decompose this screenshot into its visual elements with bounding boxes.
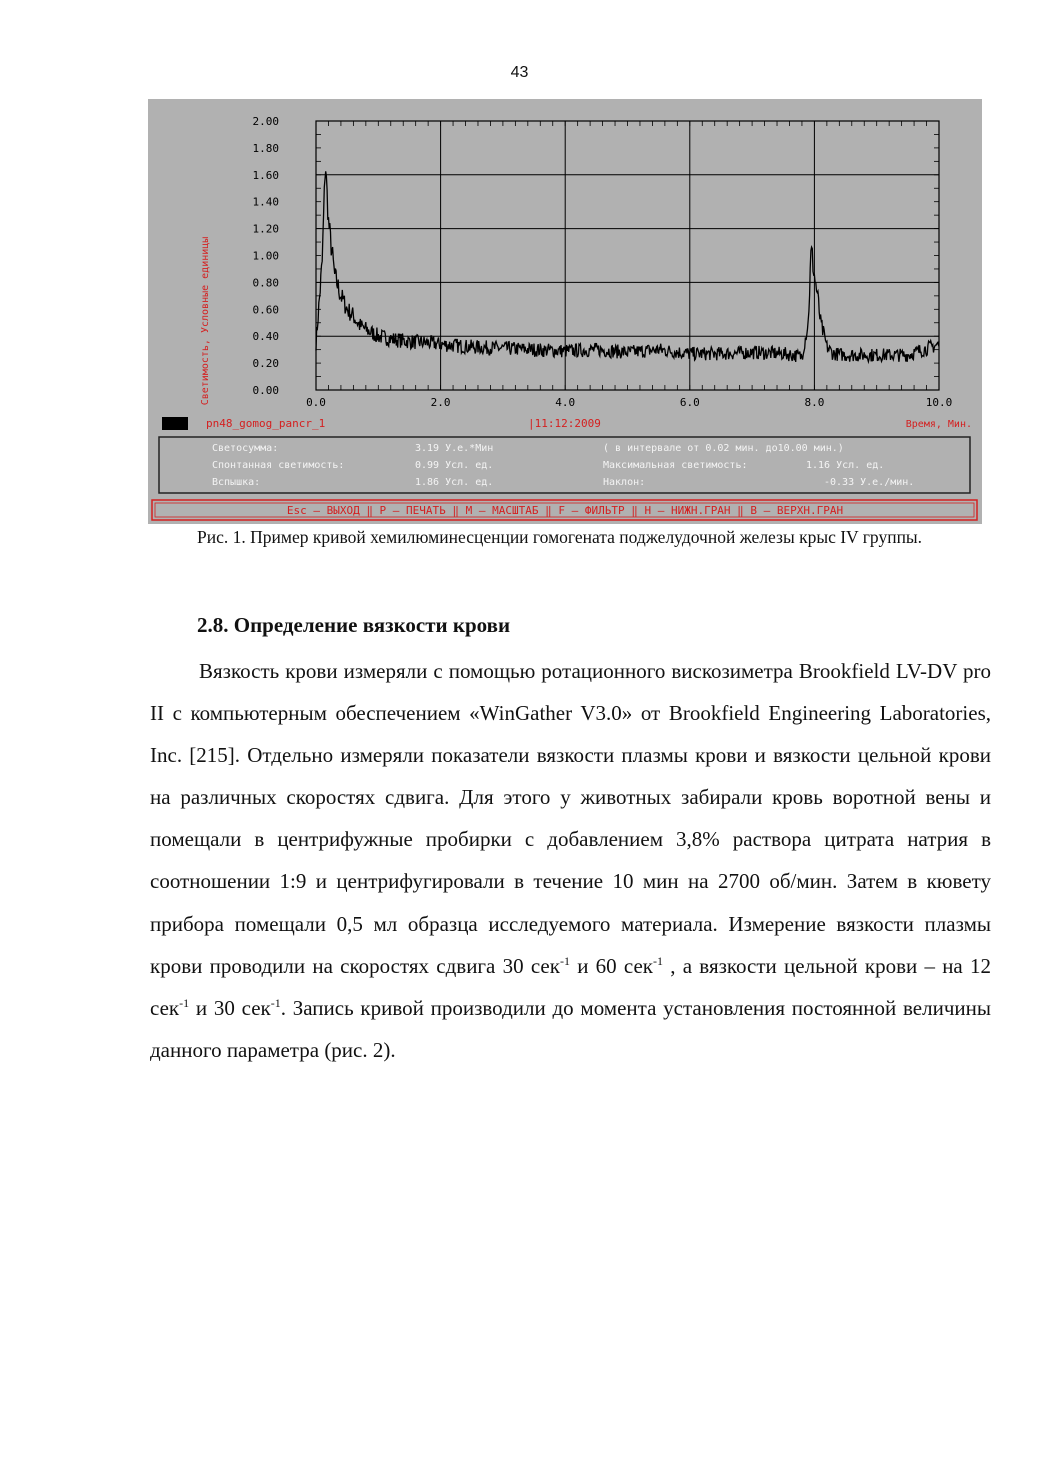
info-spontaneous-value: 0.99 Усл. ед.: [415, 460, 494, 471]
x-tick-label: 0.0: [306, 396, 326, 409]
info-spontaneous-label: Спонтанная светимость:: [212, 460, 345, 471]
info-light-sum-label: Светосумма:: [212, 443, 279, 454]
body-paragraph: [150, 650, 991, 1071]
body-text-2: и 60 сек: [569, 953, 654, 978]
page-number: 43: [510, 64, 529, 81]
y-tick-label: 0.60: [252, 303, 279, 317]
menu-bar-text: Esc – ВЫХОД ‖ P – ПЕЧАТЬ ‖ M – МАСШТАБ ‖ F – ФИЛЬТР ‖ H – НИЖН.ГРАН ‖ B – ВЕРХН.ГРАН: [286, 504, 844, 517]
legend-swatch: [162, 417, 188, 430]
y-tick-label: 0.00: [252, 384, 279, 397]
info-interval-label: ( в интервале от 0.02 мин. до10.00 мин.): [603, 443, 844, 454]
file-name-label: pn48_gomog_pancr_1: [206, 417, 326, 430]
body-text-1: Вязкость крови измеряли с помощью ротационного вискозиметра Brookfield LV-DV pro II с компьютерным обеспечением «WinGather V3.0» от Brookfield Engineering Laboratories, Inc. [215]. Отдельно измеряли показатели вязкости плазмы крови и вязкости цельной крови на различных скоростях сдвига. Для этого у животных забирали кровь воротной вены и помещали в центрифужные пробирки с добавлением 3,8% раствора цитрата натрия в соотношении 1:9 и центрифугировали в течение 10 мин на 2700 об/мин. Затем в кювету прибора помещали 0,5 мл образца исследуемого материала. Измерение вязкости плазмы крови проводили на скоростях сдвига 30 сек: [150, 659, 991, 978]
y-tick-label: 1.40: [252, 195, 279, 209]
y-tick-label: 1.20: [252, 222, 279, 236]
y-tick-label: 1.60: [252, 168, 279, 182]
superscript-2: -1: [653, 953, 664, 968]
y-axis-title: Светимость, Условные единицы: [200, 236, 211, 406]
y-tick-label: 0.20: [252, 357, 279, 371]
body-text-3: , а вязкости цельной крови – на 12 сек: [150, 953, 991, 1020]
superscript-4: -1: [270, 995, 281, 1010]
x-tick-label: 4.0: [555, 396, 576, 409]
x-axis-unit-label: Время, Мин.: [905, 419, 972, 430]
y-tick-label: 0.80: [252, 276, 279, 290]
info-light-sum-value: 3.19 У.е.*Мин: [415, 443, 494, 454]
y-tick-label: 2.00: [252, 115, 279, 128]
y-tick-label: 1.00: [252, 249, 279, 263]
superscript-1: -1: [559, 953, 570, 968]
x-tick-label: 6.0: [679, 396, 700, 409]
body-text-5: . Запись кривой производили до момента установления постоянной величины данного параметра (рис. 2).: [150, 995, 991, 1062]
x-tick-label: 2.0: [430, 396, 451, 409]
x-tick-label: 8.0: [804, 396, 825, 409]
body-text-4: и 30 сек: [189, 995, 271, 1020]
y-tick-label: 0.40: [252, 330, 279, 344]
info-max-value: 1.16 Усл. ед.: [806, 460, 885, 471]
info-max-label: Максимальная светимость:: [603, 460, 748, 471]
y-tick-label: 1.80: [252, 141, 279, 155]
info-flash-value: 1.86 Усл. ед.: [415, 477, 494, 488]
chemiluminescence-figure: [148, 99, 982, 524]
superscript-3: -1: [179, 995, 190, 1010]
section-heading: 2.8. Определение вязкости крови: [197, 613, 511, 637]
info-slope-label: Наклон:: [603, 477, 646, 488]
figure-caption: Рис. 1. Пример кривой хемилюминесценции гомогената поджелудочной железы крыс IV группы.: [197, 527, 923, 547]
info-slope-value: -0.33 У.е./мин.: [824, 477, 915, 488]
date-label: |11:12:2009: [528, 417, 601, 430]
info-flash-label: Вспышка:: [212, 477, 261, 488]
x-tick-label: 10.0: [925, 396, 953, 409]
chart-screen: [148, 99, 982, 524]
